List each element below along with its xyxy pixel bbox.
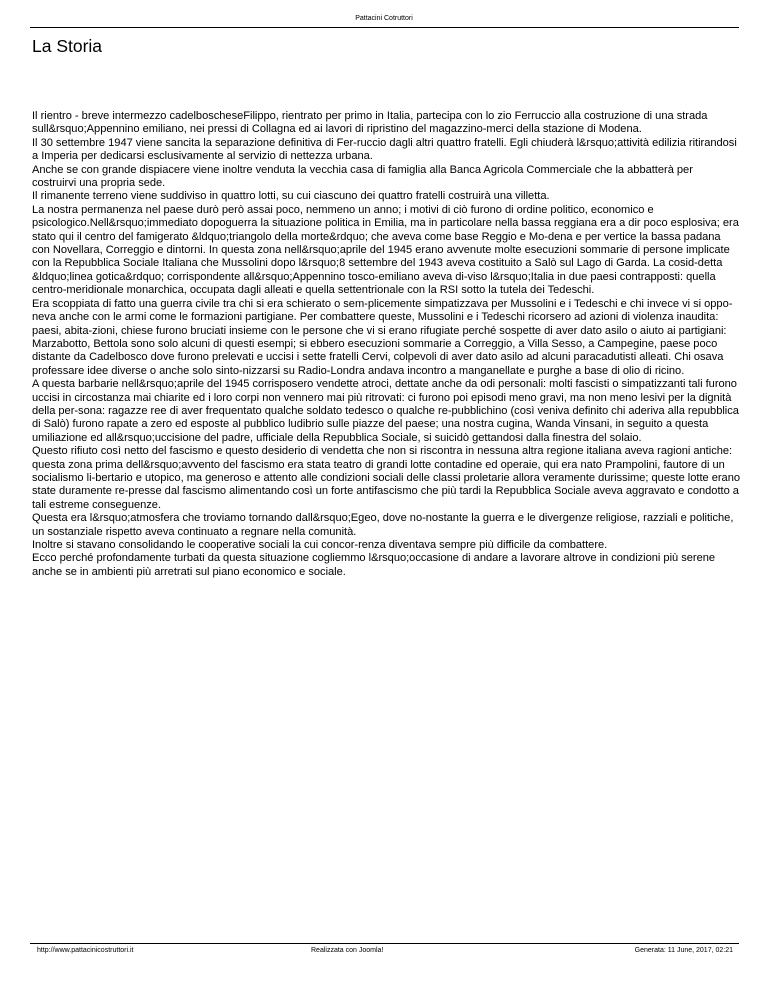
article-paragraph: La nostra permanenza nel paese durò però assai poco, nemmeno un anno; i motivi di ciò furono di ordine politico, economico e psicologico.Nell&rsquo;immediato dopoguerra la situazione politica in Emilia, ma in particolare nella bassa reggiana era a dir poco esplosiva; era stato qui il centro del famigerato &ldquo;triangolo della morte&rdquo; che aveva come base Reggio e Mo-dena e per vertice la bassa padana con Novellara, Correggio e dintorni. In questa zona nell&rsquo;aprile del 1945 erano avvenute molte esecuzioni sommarie di persone implicate con la Repubblica Sociale Italiana che Mussolini dopo l&rsquo;8 settembre del 1943 aveva costituito a Salò sul Lago di Garda. La cosid-detta &ldquo;linea gotica&rdquo; corrispondente all&rsquo;Appennino tosco-emiliano aveva di-viso l&rsquo;Italia in due paesi contrapposti: quella centro-meridionale monarchica, occupata dagli alleati e quella settentrionale con la RSI sotto la tutela dei Tedeschi. [32, 203, 739, 297]
article-paragraph: Il rimanente terreno viene suddiviso in quattro lotti, su cui ciascuno dei quattro fratelli costruirà una villetta. [32, 190, 550, 203]
article-paragraph: Il 30 settembre 1947 viene sancita la separazione definitiva di Fer-ruccio dagli altri quattro fratelli. Egli chiuderà l&rsquo;attività edilizia ritirandosi a Imperia per dedicarsi esclusivamente al servizio di nettezza urbana. [32, 136, 737, 163]
article-paragraph: Anche se con grande dispiacere viene inoltre venduta la vecchia casa di famiglia alla Banca Agricola Commerciale che la abbatterà per costruirvi una propria sede. [32, 163, 693, 190]
article-paragraph: Inoltre si stavano consolidando le cooperative sociali la cui concor-renza diventava sempre più difficile da combattere. [32, 539, 608, 551]
footer-url-link[interactable]: http://www.pattacinicostruttori.it [37, 947, 134, 954]
footer-divider [30, 943, 739, 944]
footer-credit: Realizzata con Joomla! [311, 947, 384, 954]
article-paragraph: A questa barbarie nell&rsquo;aprile del 1945 corrisposero vendette atroci, dettate anche da odi personali: molti fascisti o simpatizzanti tali furono uccisi in circostanza mai chiarite ed i loro corpi non vennero mai più ritrovati: ci furono poi episodi meno gravi, ma non meno lesivi per la dignità della per-sona: ragazze ree di aver frequentato qualche soldato tedesco o qualche re-pubblichino (così veniva definito chi aderiva alla repubblica di Salò) furono rapate a zero ed esposte al pubblico ludibrio sulle piazze del paese; una nostra cugina, Wanda Vinsani, in seguito a questa umiliazione ed all&rsquo;uccisione del padre, ufficiale della Repubblica Sociale, si suicidò gettandosi dalla finestra del solaio. [32, 378, 739, 444]
article-paragraph: Questa era l&rsquo;atmosfera che troviamo tornando dall&rsquo;Egeo, dove no-nostante la guerra e le divergenze religiose, razziali e politiche, un sostanziale rispetto aveva continuato a regnare nella comunità. [32, 512, 734, 538]
site-header: Pattacini Cotruttori [355, 15, 413, 22]
header-divider [30, 27, 739, 28]
article-paragraph: Questo rifiuto così netto del fascismo e questo desiderio di vendetta che non si riscontra in nessuna altra regione italiana aveva ragioni antiche: questa zona prima dell&rsquo;avvento del fascismo era stata teatro di grandi lotte contadine ed operaie, qui era nato Prampolini, fautore di un socialismo li-bertario e utopico, ma generoso e attento alle condizioni sociali delle classi proletarie allora veramente durissime; queste lotte erano state duramente re-presse dal fascismo alimentando così un forte antifascismo che più tardi la Repubblica Sociale aveva aggravato e condotto a tali estreme conseguenze. [32, 445, 740, 511]
page-title: La Storia [32, 36, 103, 56]
article-paragraph: Ecco perché profondamente turbati da questa situazione cogliemmo l&rsquo;occasione di andare a lavorare altrove in condizioni più serene anche se in ambienti più arretrati sul piano economico e sociale. [32, 552, 716, 578]
site-footer [0, 946, 768, 956]
footer-generated-timestamp: Generata: 11 June, 2017, 02:21 [634, 947, 733, 954]
article-body [32, 110, 740, 579]
article-paragraph: Il rientro - breve intermezzo cadelboscheseFilippo, rientrato per primo in Italia, partecipa con lo zio Ferruccio alla costruzione di una strada sull&rsquo;Appennino emiliano, nei pressi di Collagna ed ai lavori di ripristino del magazzino-merci della stazione di Modena. [32, 110, 708, 136]
article-paragraph: Era scoppiata di fatto una guerra civile tra chi si era schierato o sem-plicemente simpatizzava per Mussolini e i Tedeschi e chi invece vi si oppo-neva anche con le armi come le formazioni partigiane. Per combattere queste, Mussolini e i Tedeschi ricorsero ad azioni di violenza inaudita: paesi, abita-zioni, chiese furono bruciati insieme con le persone che vi si erano rifugiate perché sospette di aver dato asilo o aiuto ai partigiani: Marzabotto, Bettola sono solo alcuni di questi esempi; si ebbero esecuzioni sommarie a Correggio, a Villa Sesso, a Campegine, paese poco distante da Cadelbosco dove furono prelevati e uccisi i sette fratelli Cervi, colpevoli di aver dato asilo ad alcuni paracadutisti alleati. Chi osava professare idee diverse o anche solo sinto-nizzarsi su Radio-Londra andava incontro a manganellate e purghe a base di olio di ricino. [32, 297, 733, 377]
